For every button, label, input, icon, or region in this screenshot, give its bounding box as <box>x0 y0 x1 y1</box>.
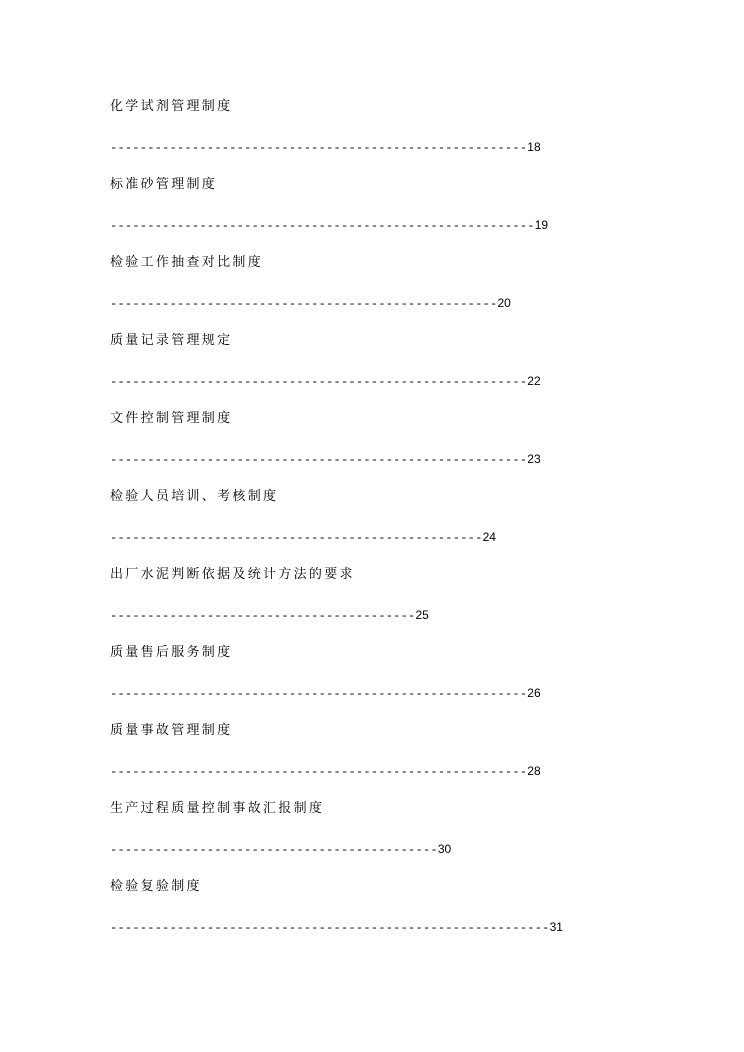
toc-entry-leader <box>110 842 451 857</box>
toc-page-number: 18 <box>527 140 541 154</box>
toc-page-number: 23 <box>527 452 541 466</box>
toc-entry-leader <box>110 530 496 545</box>
toc-entry-title: 标准砂管理制度 <box>110 177 218 192</box>
toc-entry-title: 质量售后服务制度 <box>110 645 233 660</box>
toc-page-number: 30 <box>437 842 452 856</box>
toc-entry-title: 质量事故管理制度 <box>110 723 233 738</box>
toc-dot-leader: -------------------------------------------------------- <box>110 453 528 467</box>
toc-entry-title: 检验工作抽查对比制度 <box>110 255 264 270</box>
toc-entry-title: 检验复验制度 <box>110 879 202 894</box>
toc-dot-leader: -------------------------------------------- <box>110 843 438 857</box>
toc-entry-title: 出厂水泥判断依据及统计方法的要求 <box>110 567 355 582</box>
toc-entry-title: 检验人员培训、考核制度 <box>110 489 279 504</box>
toc-dot-leader: -------------------------------------------------- <box>110 531 483 545</box>
toc-page-number: 25 <box>415 608 429 622</box>
toc-dot-leader: --------------------------------------------------------- <box>110 219 535 233</box>
toc-page-number: 26 <box>527 686 541 700</box>
toc-entry-leader <box>110 608 429 623</box>
toc-dot-leader: -------------------------------------------------------- <box>110 687 528 701</box>
toc-page-number: 22 <box>527 374 541 388</box>
toc-dot-leader: ----------------------------------------- <box>110 609 416 623</box>
toc-entry-leader <box>110 218 548 233</box>
toc-entry-leader <box>110 374 541 389</box>
toc-entry-leader <box>110 452 541 467</box>
toc-dot-leader: ---------------------------------------------------- <box>110 297 498 311</box>
toc-entry-title: 质量记录管理规定 <box>110 333 233 348</box>
toc-entry-leader <box>110 686 541 701</box>
toc-dot-leader: ----------------------------------------------------------- <box>110 921 550 935</box>
toc-entry-leader <box>110 764 541 779</box>
toc-page-number: 31 <box>549 920 563 934</box>
toc-entry-leader <box>110 140 541 155</box>
toc-entry-title: 生产过程质量控制事故汇报制度 <box>110 801 325 816</box>
toc-page-number: 20 <box>497 296 511 310</box>
toc-dot-leader: -------------------------------------------------------- <box>110 765 528 779</box>
toc-entry-leader <box>110 920 563 935</box>
toc-dot-leader: -------------------------------------------------------- <box>110 141 528 155</box>
toc-entry-title: 化学试剂管理制度 <box>110 99 233 114</box>
toc-entry-leader <box>110 296 511 311</box>
toc-page-number: 19 <box>534 218 549 232</box>
toc-page-number: 24 <box>482 530 496 544</box>
toc-entry-title: 文件控制管理制度 <box>110 411 233 426</box>
toc-dot-leader: -------------------------------------------------------- <box>110 375 528 389</box>
toc-page-number: 28 <box>527 764 541 778</box>
